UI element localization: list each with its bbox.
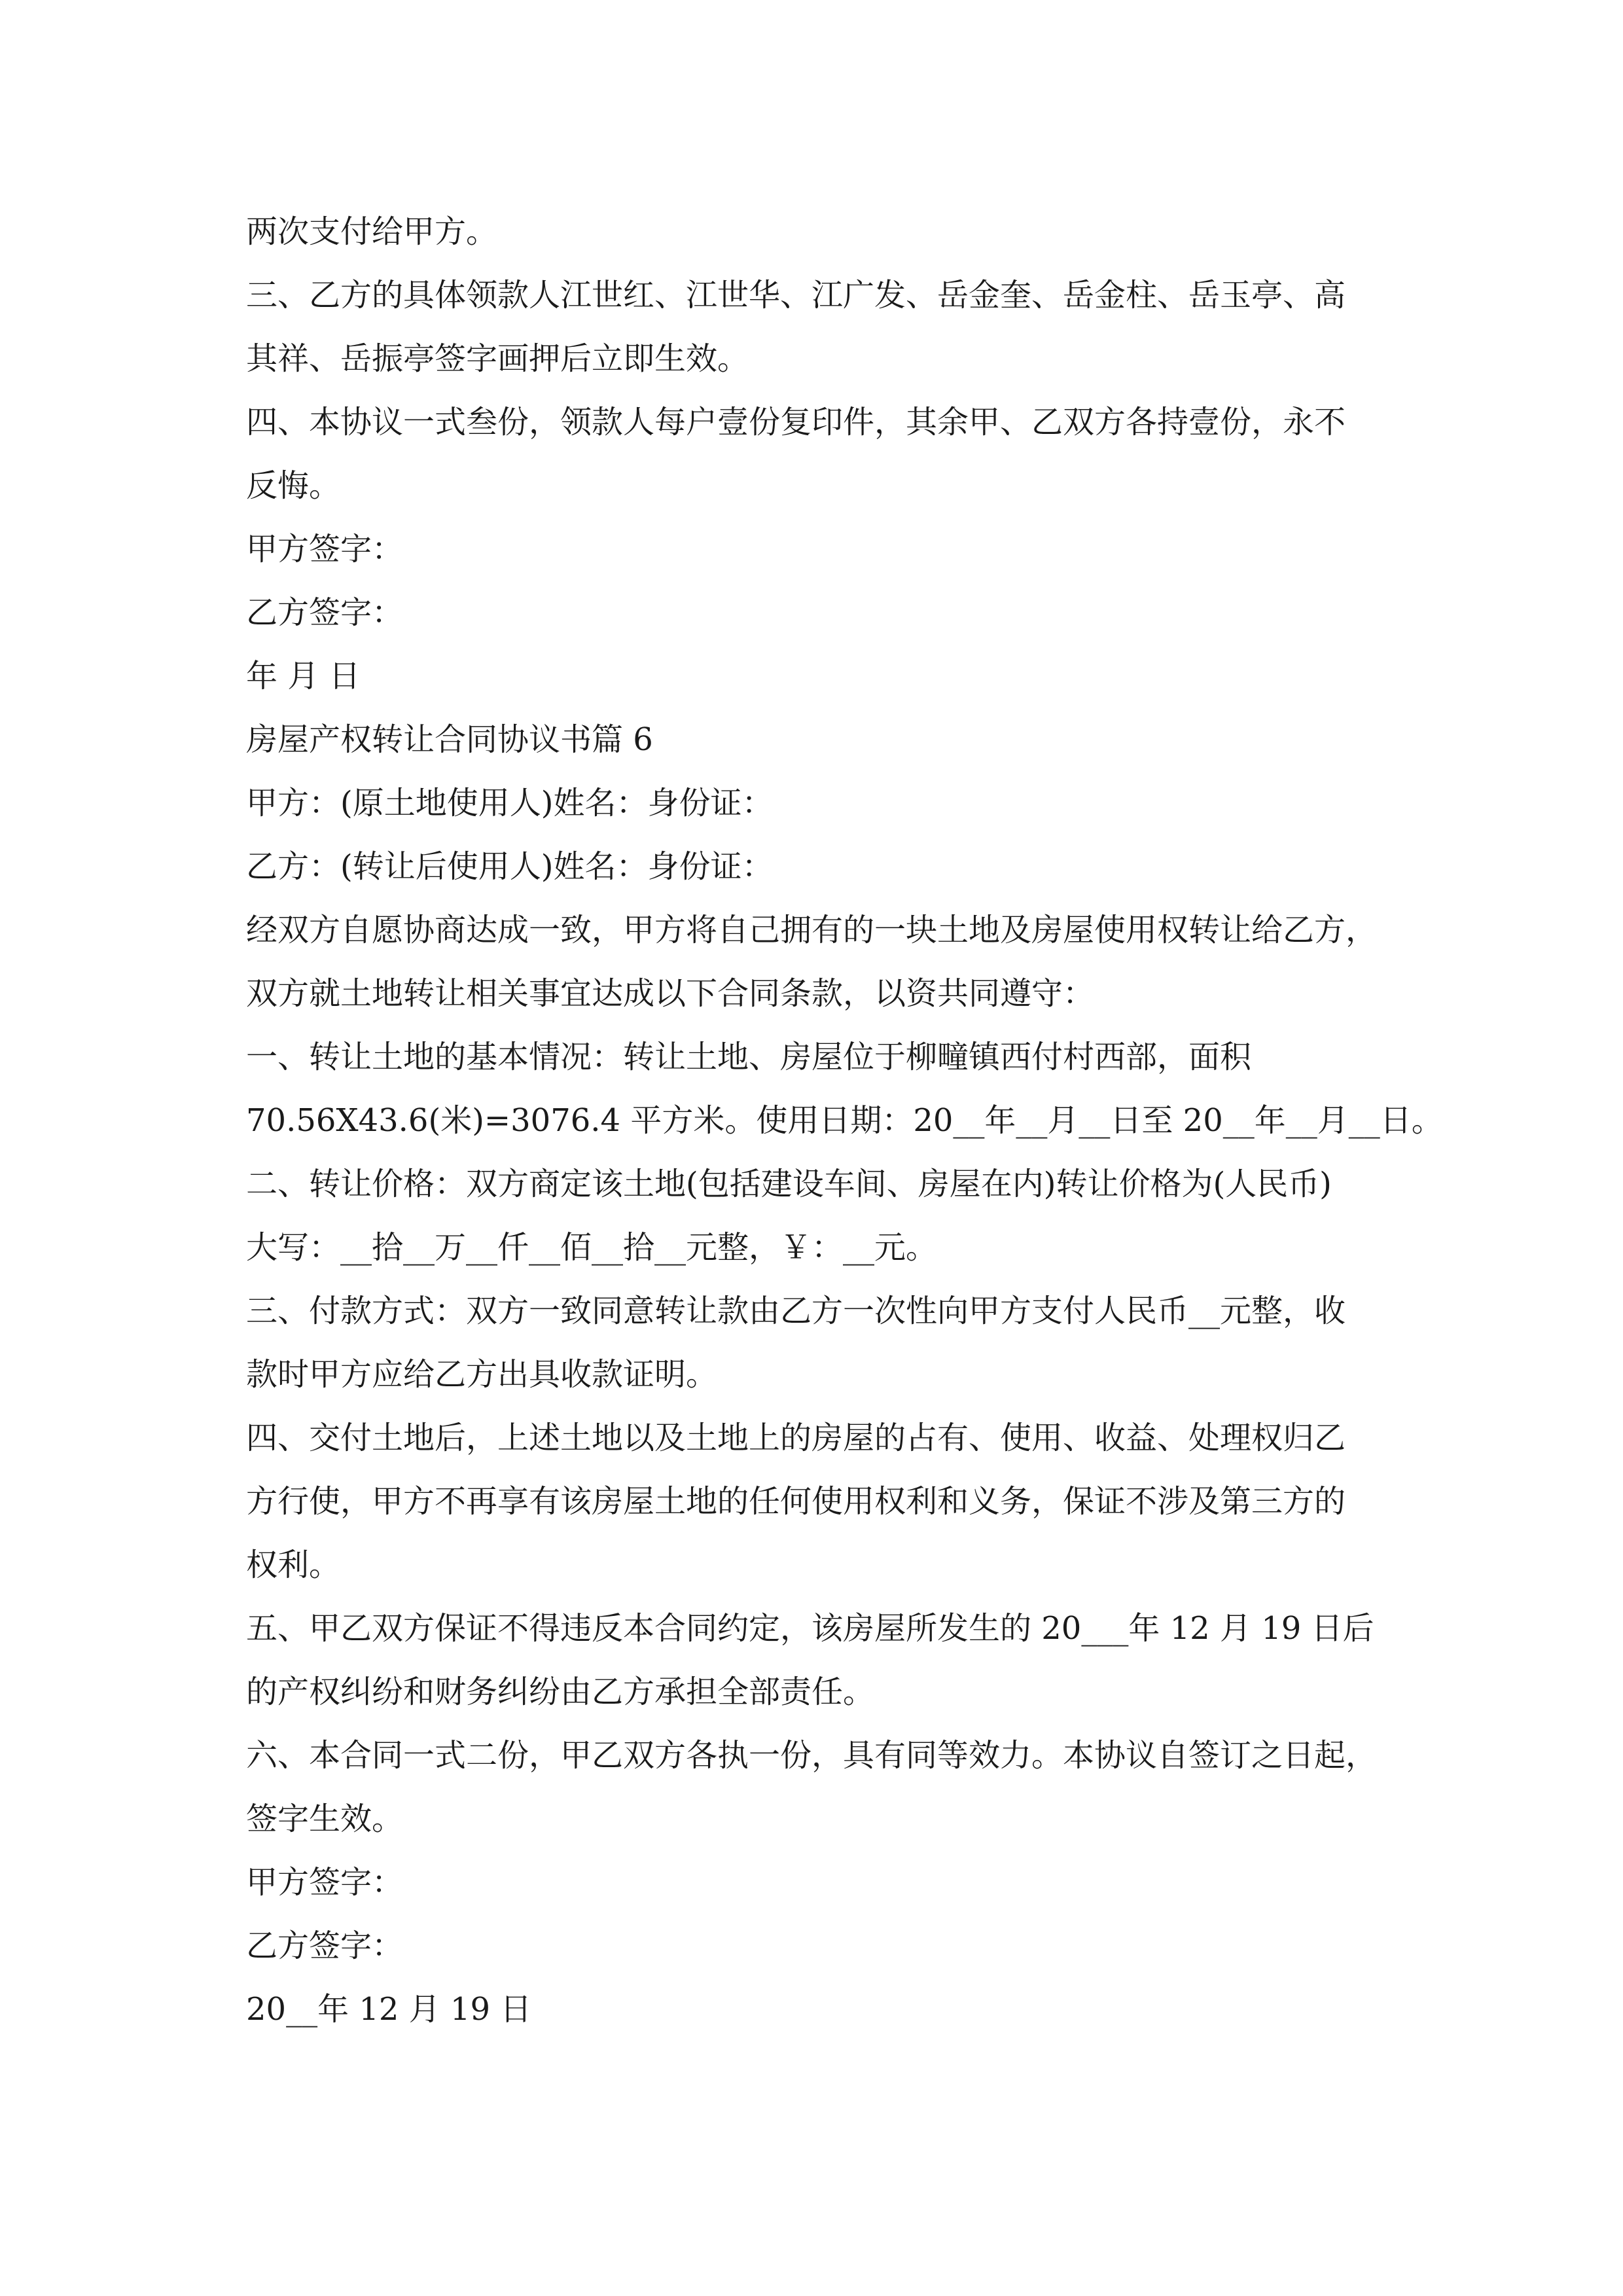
- party-a-signature-label: 甲方签字：: [246, 531, 404, 567]
- date-line: 20__年 12 月 19 日: [246, 1991, 532, 2028]
- text-line: 六、本合同一式二份，甲乙双方各执一份，具有同等效力。本协议自签订之日起，: [246, 1737, 1378, 1774]
- text-line: 反悔。: [246, 467, 341, 504]
- document-body: [246, 200, 1443, 2041]
- text-line: 的产权纠纷和财务纠纷由乙方承担全部责任。: [246, 1674, 875, 1710]
- party-b-signature-label: 乙方签字：: [246, 1928, 404, 1964]
- party-b-info: 乙方：(转让后使用人)姓名：身份证：: [246, 848, 774, 885]
- party-a-signature-label: 甲方签字：: [246, 1864, 404, 1901]
- text-line: 70.56X43.6(米)=3076.4 平方米。使用日期：20__年__月__日至 20__年__月__日。: [246, 1102, 1443, 1139]
- text-line: 五、甲乙双方保证不得违反本合同约定，该房屋所发生的 20___年 12 月 19 日后: [246, 1610, 1374, 1647]
- text-line: 两次支付给甲方。: [246, 213, 498, 250]
- text-line: 一、转让土地的基本情况：转让土地、房屋位于柳疃镇西付村西部，面积: [246, 1039, 1252, 1075]
- text-line: 其祥、岳振亭签字画押后立即生效。: [246, 340, 749, 377]
- text-line: 三、乙方的具体领款人江世红、江世华、江广发、岳金奎、岳金柱、岳玉亭、高: [246, 277, 1346, 314]
- party-a-info: 甲方：(原土地使用人)姓名：身份证：: [246, 785, 774, 821]
- text-line: 权利。: [246, 1547, 341, 1583]
- section-title: 房屋产权转让合同协议书篇 6: [246, 721, 653, 758]
- party-b-signature-label: 乙方签字：: [246, 594, 404, 631]
- text-line: 二、转让价格：双方商定该土地(包括建设车间、房屋在内)转让价格为(人民币): [246, 1166, 1332, 1202]
- date-line: 年 月 日: [246, 658, 361, 694]
- text-line: 三、付款方式：双方一致同意转让款由乙方一次性向甲方支付人民币__元整，收: [246, 1293, 1346, 1329]
- text-line: 四、交付土地后，上述土地以及土地上的房屋的占有、使用、收益、处理权归乙: [246, 1420, 1346, 1456]
- text-line: 四、本协议一式叁份，领款人每户壹份复印件，其余甲、乙双方各持壹份，永不: [246, 404, 1346, 440]
- text-line: 双方就土地转让相关事宜达成以下合同条款，以资共同遵守：: [246, 975, 1095, 1012]
- text-line: 签字生效。: [246, 1801, 404, 1837]
- text-line: 经双方自愿协商达成一致，甲方将自己拥有的一块土地及房屋使用权转让给乙方，: [246, 912, 1378, 948]
- text-line: 大写：__拾__万__仟__佰__拾__元整，￥：__元。: [246, 1229, 938, 1266]
- text-line: 款时甲方应给乙方出具收款证明。: [246, 1356, 718, 1393]
- text-line: 方行使，甲方不再享有该房屋土地的任何使用权利和义务，保证不涉及第三方的: [246, 1483, 1346, 1520]
